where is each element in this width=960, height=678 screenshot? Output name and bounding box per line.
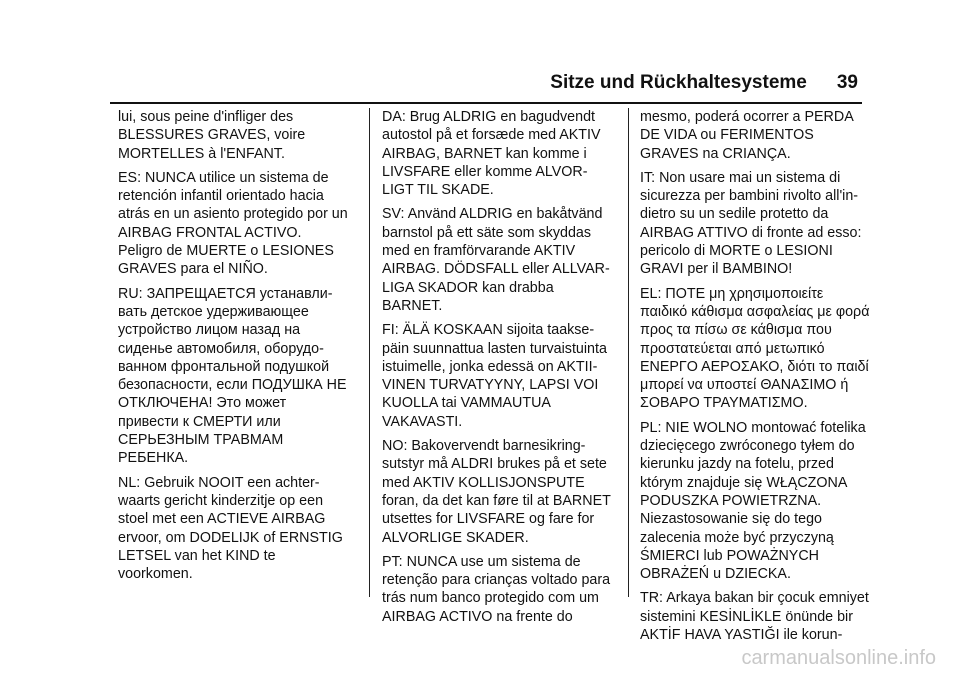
paragraph-tr: TR: Arkaya bakan bir çocuk emniyet sistemini KESİNLİKLE önünde bir AKTİF HAVA YASTIĞI ile korun- [640, 590, 869, 644]
paragraph-ru: RU: ЗАПРЕЩАЕТСЯ устанавли- вать детское удерживающее устройство лицом назад на сиденье автомобиля, оборудо- ванном фронтальной подушкой безопасности, если ПОДУШКА НЕ ОТКЛЮЧЕНА! Это может привести к СМЕРТИ или СЕРЬЕЗНЫМ ТРАВМАМ РЕБЕНКА. [118, 285, 347, 467]
paragraph-el: EL: ΠΟΤΕ μη χρησιμοποιείτε παιδικό κάθισμα ασφαλείας με φορά προς τα πίσω σε κάθισμα που προστατεύεται από μετωπικό ΕΝΕΡΓΟ ΑΕΡΟΣΑΚΟ, διότι το παιδί μπορεί να υποστεί ΘΑΝΑΣΙΜΟ ή ΣΟΒΑΡΟ ΤΡΑΥΜΑΤΙΣΜΟ. [640, 285, 870, 412]
column-divider-2 [628, 108, 629, 597]
paragraph-pl: PL: NIE WOLNO montować fotelika dziecięcego zwróconego tyłem do kierunku jazdy na fotelu, przed którym znajduje się WŁĄCZONA PODUSZKA POWIETRZNA. Niezastosowanie się do tego zalecenia może być przyczyną ŚMIERCI lub POWAŻNYCH OBRAŻEŃ u DZIECKA. [640, 419, 866, 583]
paragraph-it: IT: Non usare mai un sistema di sicurezza per bambini rivolto all'in- dietro su un sedile protetto da AIRBAG ATTIVO di fronte ad esso: pericolo di MORTE o LESIONI GRAVI per il BAMBINO! [640, 169, 862, 278]
page-number: 39 [836, 72, 858, 93]
page-header [550, 72, 858, 98]
text-column-3 [640, 108, 880, 650]
column-divider-1 [369, 108, 370, 597]
text-column-1 [118, 108, 358, 589]
paragraph-fi: FI: ÄLÄ KOSKAAN sijoita taakse- päin suunnattua lasten turvaistuinta istuimelle, jonka edessä on AKTII- VINEN TURVATYYNY, LAPSI VOI KUOLLA tai VAMMAUTUA VAKAVASTI. [382, 322, 607, 430]
paragraph-nl: NL: Gebruik NOOIT een achter- waarts gericht kinderzitje op een stoel met een ACTIEVE AIRBAG ervoor, om DODELIJK of ERNSTIG LETSEL van het KIND te voorkomen. [118, 474, 343, 583]
paragraph-pt: PT: NUNCA use um sistema de retenção para crianças voltado para trás num banco protegido com um AIRBAG ACTIVO na frente do [382, 553, 611, 625]
paragraph-no: NO: Bakovervendt barnesikring- sutstyr må ALDRI brukes på et sete med AKTIV KOLLISJONSPUTE foran, da det kan føre til at BARNET utsettes for LIVSFARE og fare for ALVORLIGE SKADER. [382, 438, 611, 546]
section-title: Sitze und Rückhaltesysteme [550, 72, 807, 93]
paragraph-pt-continued: mesmo, poderá ocorrer a PERDA DE VIDA ou FERIMENTOS GRAVES na CRIANÇA. [640, 109, 854, 162]
paragraph-es: ES: NUNCA utilice un sistema de retención infantil orientado hacia atrás en un asiento protegido por un AIRBAG FRONTAL ACTIVO. Peligro de MUERTE o LESIONES GRAVES para el NIÑO. [118, 169, 348, 278]
paragraph-fr-continued: lui, sous peine d'infliger des BLESSURES GRAVES, voire MORTELLES à l'ENFANT. [118, 109, 306, 162]
paragraph-sv: SV: Använd ALDRIG en bakåtvänd barnstol på ett säte som skyddas med en framförvarande AKTIV AIRBAG. DÖDSFALL eller ALLVAR- LIGA SKADOR kan drabba BARNET. [382, 206, 610, 314]
header-rule [110, 102, 862, 104]
text-column-2 [382, 108, 622, 632]
paragraph-da: DA: Brug ALDRIG en bagudvendt autostol på et forsæde med AKTIV AIRBAG, BARNET kan komme i LIVSFARE eller komme ALVOR- LIGT TIL SKADE. [382, 109, 601, 199]
site-watermark: carmanualsonline.info [741, 647, 936, 669]
